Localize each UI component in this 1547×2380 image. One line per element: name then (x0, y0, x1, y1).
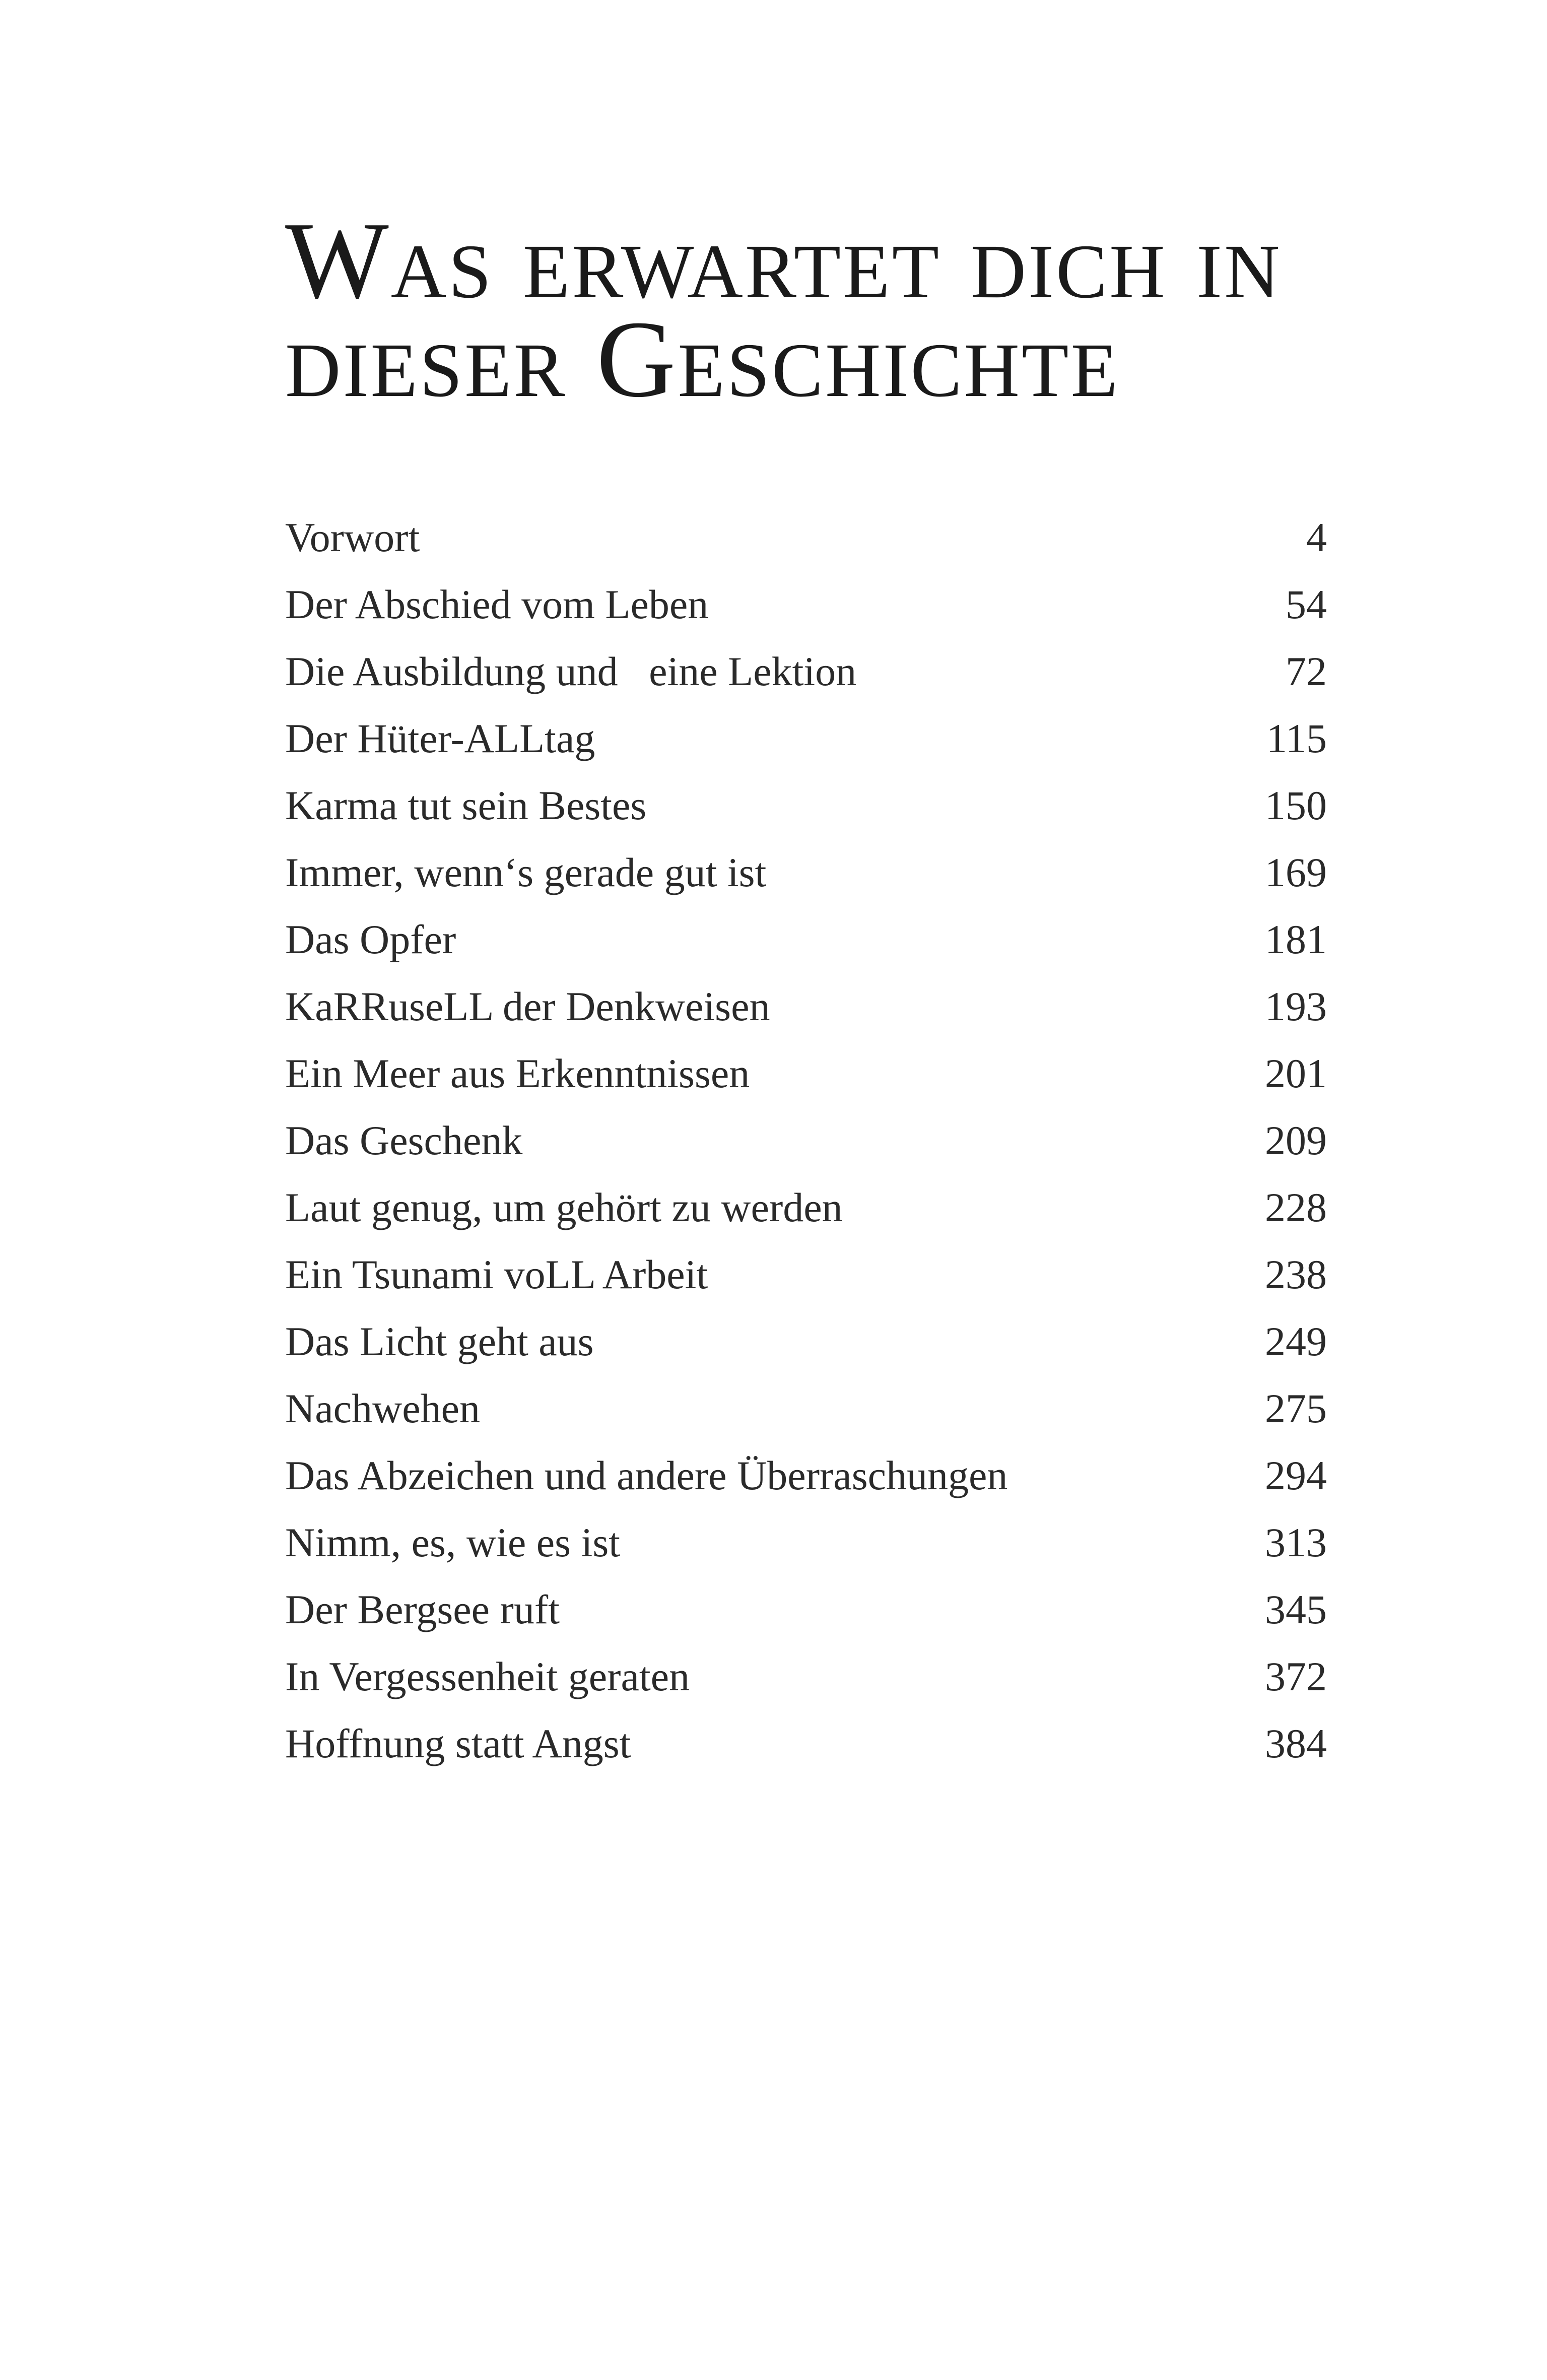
toc-entry-title: Das Geschenk (285, 1117, 523, 1163)
toc-entry-page-number: 384 (1265, 1721, 1327, 1766)
toc-entry-title: Ein Meer aus Erkenntnissen (285, 1050, 750, 1096)
toc-entry-title: Das Licht geht aus (285, 1318, 594, 1364)
page-title-line-2: dieser Geschichte (285, 299, 1120, 420)
toc-entry-page-number: 249 (1265, 1318, 1327, 1364)
toc-entry-page-number: 181 (1265, 916, 1327, 962)
toc-entry (285, 638, 1327, 705)
toc-entry-page-number: 54 (1286, 581, 1327, 627)
toc-entry (285, 1040, 1327, 1107)
toc-entry (285, 705, 1327, 772)
toc-entry-page-number: 169 (1265, 849, 1327, 895)
toc-entry-page-number: 115 (1266, 715, 1327, 761)
toc-entry (285, 1241, 1327, 1308)
toc-entry-title: KaRRuseLL der Denkweisen (285, 983, 770, 1029)
table-of-contents (285, 504, 1327, 1777)
toc-entry (285, 1643, 1327, 1710)
toc-entry (285, 772, 1327, 839)
toc-entry (285, 1710, 1327, 1777)
toc-entry-page-number: 228 (1265, 1184, 1327, 1230)
toc-entry-title: Laut genug, um gehört zu werden (285, 1184, 843, 1230)
page-title-line-1: Was erwartet dich in (285, 200, 1282, 321)
toc-entry-title: Nachwehen (285, 1385, 481, 1431)
toc-entry-title: Der Bergsee ruft (285, 1586, 560, 1632)
page-title (285, 200, 1393, 420)
toc-entry-page-number: 193 (1265, 983, 1327, 1029)
toc-entry-title: Hoffnung statt Angst (285, 1721, 631, 1766)
toc-entry-page-number: 294 (1265, 1452, 1327, 1498)
toc-entry-title: Die Ausbildung und eine Lektion (285, 648, 857, 694)
toc-entry (285, 906, 1327, 973)
toc-entry-title: Vorwort (285, 514, 420, 560)
toc-entry-page-number: 150 (1265, 782, 1327, 828)
toc-entry-title: Nimm, es, wie es ist (285, 1519, 621, 1565)
toc-entry (285, 1174, 1327, 1241)
toc-entry (285, 1442, 1327, 1509)
toc-entry (285, 1576, 1327, 1643)
toc-entry-page-number: 209 (1265, 1117, 1327, 1163)
toc-entry-page-number: 238 (1265, 1251, 1327, 1297)
toc-entry-page-number: 4 (1306, 514, 1327, 560)
toc-entry (285, 973, 1327, 1040)
toc-entry-title: Das Abzeichen und andere Überraschungen (285, 1452, 1008, 1498)
toc-entry-title: In Vergessenheit geraten (285, 1654, 690, 1699)
toc-entry-page-number: 345 (1265, 1586, 1327, 1632)
toc-entry-page-number: 201 (1265, 1050, 1327, 1096)
toc-entry (285, 1375, 1327, 1442)
toc-entry-title: Ein Tsunami voLL Arbeit (285, 1251, 708, 1297)
toc-entry-page-number: 275 (1265, 1385, 1327, 1431)
toc-entry (285, 1308, 1327, 1375)
toc-entry (285, 571, 1327, 638)
toc-entry-title: Das Opfer (285, 916, 456, 962)
toc-entry (285, 504, 1327, 571)
toc-entry-page-number: 72 (1286, 648, 1327, 694)
toc-entry-page-number: 372 (1265, 1654, 1327, 1699)
toc-entry-title: Immer, wenn‘s gerade gut ist (285, 849, 767, 895)
toc-entry-title: Der Hüter-ALLtag (285, 715, 595, 761)
toc-entry (285, 1509, 1327, 1576)
toc-entry (285, 1107, 1327, 1174)
toc-entry (285, 839, 1327, 906)
toc-entry-title: Karma tut sein Bestes (285, 782, 647, 828)
toc-entry-page-number: 313 (1265, 1519, 1327, 1565)
toc-entry-title: Der Abschied vom Leben (285, 581, 709, 627)
